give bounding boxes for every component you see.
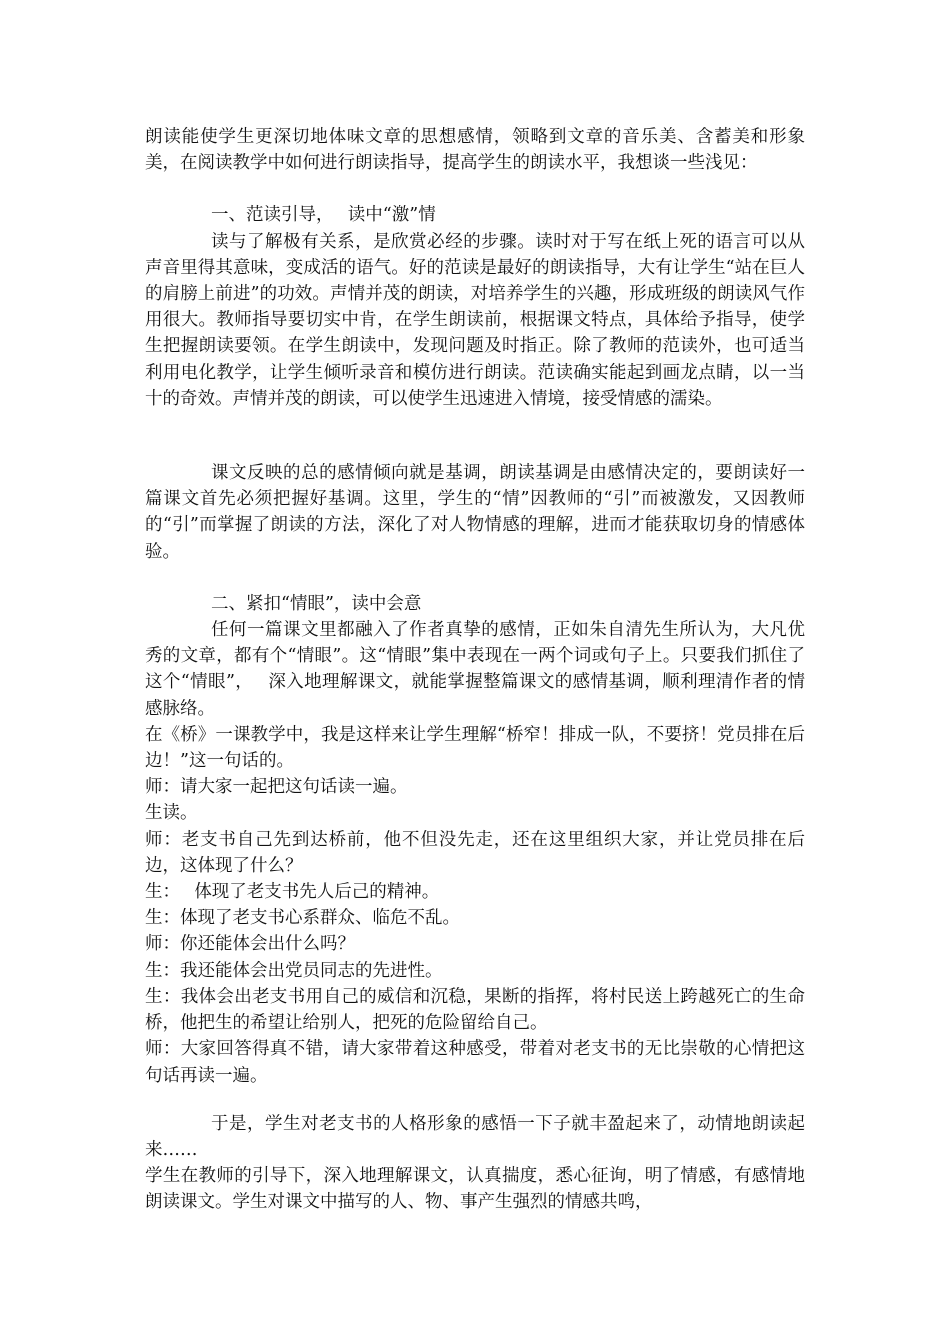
- spacer: [145, 176, 805, 202]
- dialogue-line: 师：老支书自己先到达桥前，他不但没先走，还在这里组织大家，并让党员排在后边，这体现了什么？: [145, 829, 805, 876]
- dialogue-line: 生读。: [145, 803, 198, 824]
- spacer: [145, 1089, 805, 1111]
- dialogue-line: 生： 体现了老支书先人后己的精神。: [145, 882, 440, 903]
- closing-paragraph: 学生在教师的引导下，深入地理解课文，认真揣度，悉心征询，明了情感，有感情地朗读课文。学生对课文中描写的人、物、事产生强烈的情感共鸣，: [145, 1166, 805, 1213]
- spacer: [145, 412, 805, 460]
- dialogue-line: 师：大家回答得真不错，请大家带着这种感受，带着对老支书的无比崇敬的心情把这句话再读一遍。: [145, 1039, 805, 1086]
- dialogue-line: 生：我体会出老支书用自己的威信和沉稳，果断的指挥，将村民送上跨越死亡的生命桥，他把生的希望让给别人，把死的危险留给自己。: [145, 986, 805, 1034]
- dialogue-line: 师：请大家一起把这句话读一遍。: [145, 777, 408, 798]
- dialogue-line: 生：我还能体会出党员同志的先进性。: [145, 960, 443, 981]
- document-body: [145, 124, 805, 1216]
- intro-paragraph: 朗读能使学生更深切地体味文章的思想感情，领略到文章的音乐美、含蓄美和形象美，在阅读教学中如何进行朗读指导，提高学生的朗读水平，我想谈一些浅见：: [145, 127, 805, 174]
- section2-heading: 二、紧扣“情眼”，读中会意: [211, 593, 422, 614]
- dialogue-line: 师：你还能体会出什么吗？: [145, 934, 355, 955]
- spacer: [145, 565, 805, 591]
- conclusion-paragraph: 于是，学生对老支书的人格形象的感悟一下子就丰盈起来了，动情地朗读起来……: [145, 1113, 805, 1160]
- section1-paragraph: 读与了解极有关系，是欣赏必经的步骤。读时对于写在纸上死的语言可以从声音里得其意味，变成活的语气。好的范读是最好的朗读指导，大有让学生“站在巨人的肩膀上前进”的功效。声情并茂的朗读，对培养学生的兴趣，形成班级的朗读风气作用很大。教师指导要切实中肯，在学生朗读前，根据课文特点，具体给予指导，使学生把握朗读要领。在学生朗读中，发现问题及时指正。除了教师的范读外，也可适当利用电化教学，让学生倾听录音和模仿进行朗读。范读确实能起到画龙点睛，以一当十的奇效。声情并茂的朗读，可以使学生迅速进入情境，接受情感的濡染。: [145, 231, 805, 409]
- dialogue-line: 在《桥》一课教学中，我是这样来让学生理解“桥窄！排成一队，不要挤！党员排在后边！”这一句话的。: [145, 724, 805, 772]
- section1-paragraph-2: 课文反映的总的感情倾向就是基调，朗读基调是由感情决定的，要朗读好一篇课文首先必须把握好基调。这里，学生的“情”因教师的“引”而被激发，又因教师的“引”而掌握了朗读的方法，深化了对人物情感的理解，进而才能获取切身的情感体验。: [145, 463, 805, 562]
- section1-heading: 一、范读引导， 读中“激”情: [211, 205, 436, 226]
- section2-paragraph: 任何一篇课文里都融入了作者真挚的感情，正如朱自清先生所认为，大凡优秀的文章，都有个“情眼”。这“情眼”集中表现在一两个词或句子上。只要我们抓住了这个“情眼”， 深入地理解课文，就能掌握整篇课文的感情基调，顺利理清作者的情感脉络。: [145, 620, 805, 719]
- dialogue-line: 生：体现了老支书心系群众、临危不乱。: [145, 908, 460, 929]
